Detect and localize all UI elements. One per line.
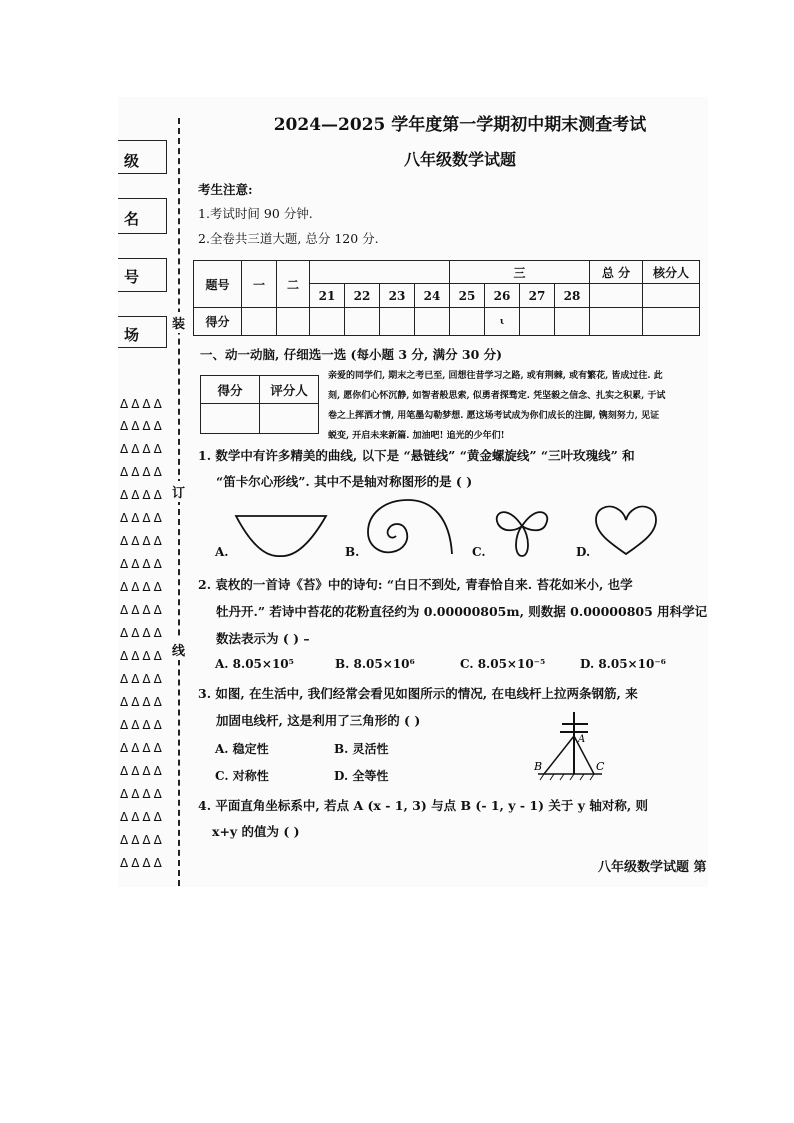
- field-label-name: 名: [124, 210, 140, 228]
- question-2-line-3: 数法表示为 ( ) –: [216, 631, 310, 646]
- total-score-cell: [590, 284, 643, 308]
- question-3-line-2: 加固电线杆, 这是利用了三角形的 ( ): [216, 713, 421, 728]
- triangle-row: ΔΔΔΔ: [120, 856, 165, 870]
- question-1-option-b: B.: [345, 545, 360, 559]
- question-3-line-1: 3. 如图, 在生活中, 我们经常会看见如图所示的情况, 在电线杆上拉两条钢筋, 来: [198, 686, 638, 701]
- question-1-option-c: C.: [472, 545, 486, 559]
- question-number: 21: [310, 284, 345, 308]
- figure-label-a: A: [578, 734, 586, 745]
- score-table: [193, 260, 700, 336]
- grader-person-cell: [260, 404, 319, 434]
- triangle-row: ΔΔΔΔ: [120, 695, 165, 709]
- score-table-header: 二: [277, 261, 310, 308]
- triangle-row: ΔΔΔΔ: [120, 810, 165, 824]
- question-1-line-2: “笛卡尔心形线”. 其中不是轴对称图形的是 ( ): [216, 474, 473, 489]
- triangle-row: ΔΔΔΔ: [120, 557, 165, 571]
- question-1-option-d: D.: [576, 545, 591, 559]
- triangle-row: ΔΔΔΔ: [120, 603, 165, 617]
- score-cell: ι: [485, 308, 520, 336]
- score-table-header: [310, 261, 450, 284]
- triangle-row: ΔΔΔΔ: [120, 511, 165, 525]
- binding-mark-zhuang: 装: [172, 312, 185, 333]
- question-3-option-d: D. 全等性: [334, 769, 389, 783]
- rose-curve-figure: [488, 496, 556, 562]
- triangle-row: ΔΔΔΔ: [120, 649, 165, 663]
- section-1-title: 一、动一动脑, 仔细选一选 (每小题 3 分, 满分 30 分): [200, 347, 503, 362]
- encouragement-text: 亲爱的同学们, 期末之考已至, 回想往昔学习之路, 或有荆棘, 或有繁花, 皆成过往. 此刻, 愿你们心怀沉静, 如智者般思索, 似勇者探骛定. 凭坚毅之信念、扎实之积累, 于试卷之上挥洒才情, 用笔墨勾勒梦想. 愿这场考试成为你们成长的注脚, 镌刻努力, 见证蜕变, 开启未来新篇. 加油吧! 追光的少年们!: [328, 371, 666, 441]
- question-2-option-a: A. 8.05×10⁵: [215, 657, 294, 671]
- question-4-line-1: 4. 平面直角坐标系中, 若点 A (x - 1, 3) 与点 B (- 1, y - 1) 关于 y 轴对称, 则: [198, 798, 649, 813]
- question-number: 23: [380, 284, 415, 308]
- notice-line-1: 1.考试时间 90 分钟.: [198, 206, 313, 221]
- triangle-row: ΔΔΔΔ: [120, 534, 165, 548]
- question-number: 25: [450, 284, 485, 308]
- score-cell: [310, 308, 345, 336]
- binding-mark-xian: 线: [172, 639, 185, 660]
- triangle-row: ΔΔΔΔ: [120, 488, 165, 502]
- question-1-option-a: A.: [215, 545, 229, 559]
- question-number: 28: [555, 284, 590, 308]
- binding-cut-line: [178, 118, 180, 886]
- triangle-row: ΔΔΔΔ: [120, 465, 165, 479]
- field-label-class: 级: [124, 152, 140, 170]
- question-3-option-c: C. 对称性: [215, 769, 269, 783]
- score-cell: [643, 308, 700, 336]
- question-number: 27: [520, 284, 555, 308]
- score-table-header: 总 分: [590, 261, 643, 284]
- question-2-option-b: B. 8.05×10⁶: [335, 657, 415, 671]
- triangle-row: ΔΔΔΔ: [120, 787, 165, 801]
- spiral-figure: [360, 496, 460, 558]
- score-row-label: 得分: [194, 308, 242, 336]
- exam-subtitle: 八年级数学试题: [403, 150, 516, 169]
- page-footer: 八年级数学试题 第: [598, 860, 707, 875]
- score-cell: [555, 308, 590, 336]
- cardioid-figure: [592, 502, 662, 558]
- question-number: 26: [485, 284, 520, 308]
- triangle-row: ΔΔΔΔ: [120, 741, 165, 755]
- catenary-figure: [232, 500, 332, 560]
- binding-mark-ding: 订: [172, 481, 185, 502]
- question-2-option-d: D. 8.05×10⁻⁶: [580, 657, 666, 671]
- triangle-row: ΔΔΔΔ: [120, 672, 165, 686]
- score-cell: [450, 308, 485, 336]
- triangle-row: ΔΔΔΔ: [120, 718, 165, 732]
- triangle-row: ΔΔΔΔ: [120, 397, 165, 411]
- score-cell: [590, 308, 643, 336]
- notice-heading: 考生注意:: [198, 182, 253, 197]
- field-label-room: 场: [124, 326, 140, 344]
- triangle-row: ΔΔΔΔ: [120, 419, 165, 433]
- question-2-line-1: 2. 袁枚的一首诗《苔》中的诗句: “白日不到处, 青春恰自来. 苔花如米小, 也学: [198, 577, 633, 592]
- score-cell: [520, 308, 555, 336]
- question-number: 22: [345, 284, 380, 308]
- question-number: 24: [415, 284, 450, 308]
- score-table-header: 核分人: [643, 261, 700, 284]
- score-cell: [415, 308, 450, 336]
- notice-line-2: 2.全卷共三道大题, 总分 120 分.: [198, 231, 379, 246]
- score-cell: [277, 308, 310, 336]
- score-table-header: 题号: [194, 261, 242, 308]
- question-4-line-2: x+y 的值为 ( ): [212, 824, 300, 839]
- question-3-option-b: B. 灵活性: [334, 742, 389, 756]
- figure-label-c: C: [596, 760, 605, 773]
- grader-score-label: 得分: [201, 376, 260, 404]
- score-cell: [242, 308, 277, 336]
- question-1-line-1: 1. 数学中有许多精美的曲线, 以下是 “悬链线” “黄金螺旋线” “三叶玫瑰线” 和: [198, 448, 635, 463]
- utility-pole-figure: [530, 708, 610, 782]
- field-label-number: 号: [124, 268, 140, 286]
- grader-score-cell: [201, 404, 260, 434]
- question-3-option-a: A. 稳定性: [215, 742, 269, 756]
- score-cell: [345, 308, 380, 336]
- triangle-row: ΔΔΔΔ: [120, 626, 165, 640]
- score-table-header: 三: [450, 261, 590, 284]
- grader-person-label: 评分人: [260, 376, 319, 404]
- grader-table: [200, 375, 319, 434]
- triangle-row: ΔΔΔΔ: [120, 764, 165, 778]
- score-cell: [380, 308, 415, 336]
- checker-cell: [643, 284, 700, 308]
- question-2-line-2: 牡丹开.” 若诗中苔花的花粉直径约为 0.00000805m, 则数据 0.00000805 用科学记: [216, 604, 708, 619]
- triangle-row: ΔΔΔΔ: [120, 442, 165, 456]
- score-table-header: 一: [242, 261, 277, 308]
- triangle-row: ΔΔΔΔ: [120, 833, 165, 847]
- figure-label-b: B: [534, 760, 543, 773]
- exam-title: 2024—2025 学年度第一学期初中期末测查考试: [273, 115, 647, 135]
- question-2-option-c: C. 8.05×10⁻⁵: [460, 657, 546, 671]
- triangle-row: ΔΔΔΔ: [120, 580, 165, 594]
